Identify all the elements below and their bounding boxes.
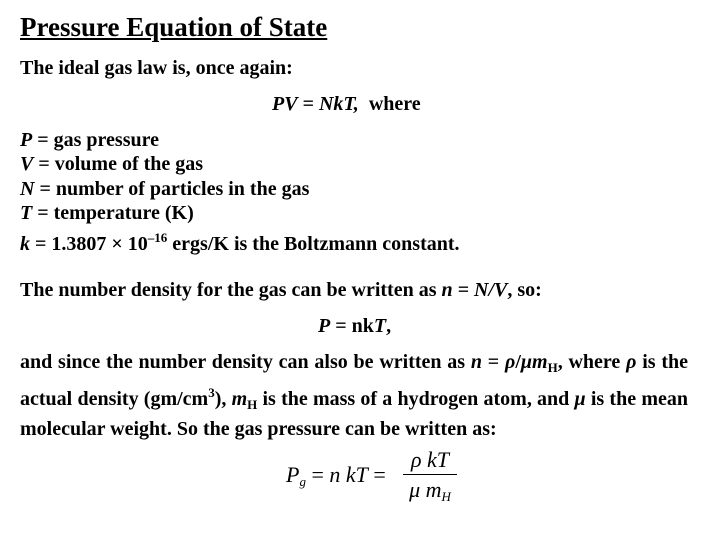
def-p-symbol: P	[20, 129, 33, 151]
formula-t: T	[355, 462, 368, 487]
pressure-equation	[318, 314, 391, 338]
formula-eq: =	[305, 462, 330, 487]
eq1-where: where	[358, 93, 421, 115]
number-density-text: The number density for the gas can be written as	[20, 279, 442, 301]
para-text-2: , where	[557, 351, 627, 373]
definition-p	[20, 128, 159, 152]
formula-numerator	[402, 446, 458, 474]
eq1-lhs: PV	[272, 93, 298, 115]
def-p-text: = gas pressure	[32, 129, 159, 151]
formula-fraction	[402, 446, 458, 512]
formula-g: g	[299, 474, 306, 489]
para-mu-m: μm	[520, 351, 548, 373]
para-rho: ρ	[505, 351, 516, 373]
eq2-t: T	[373, 315, 387, 337]
para-sup-3: 3	[208, 384, 215, 400]
number-density-expr: n = N/V	[441, 279, 508, 301]
formula-k: k	[345, 462, 356, 487]
para-n: n	[470, 351, 483, 373]
number-density-end: , so:	[507, 279, 542, 301]
formula-p: P	[286, 462, 300, 487]
para-rho-2: ρ	[626, 351, 637, 373]
definition-v	[20, 152, 203, 176]
def-t-symbol: T	[20, 202, 33, 224]
definition-t	[20, 201, 194, 225]
para-slash: /	[515, 351, 521, 373]
def-n-text: = number of particles in the gas	[34, 178, 310, 200]
para-text-4: ),	[214, 387, 232, 410]
para-text-5: is the mass of a hydrogen atom, and	[257, 387, 575, 410]
formula-den-mu: μ	[409, 477, 421, 502]
para-m: m	[231, 387, 248, 410]
def-v-text: = volume of the gas	[33, 153, 204, 175]
ideal-gas-equation	[272, 92, 421, 116]
gas-pressure-formula	[284, 446, 464, 510]
eq2-p: P	[318, 315, 331, 337]
para-eq: =	[482, 351, 505, 373]
formula-lhs	[286, 462, 386, 490]
formula-num-kt: kT	[421, 447, 450, 472]
def-t-text: = temperature (K)	[32, 202, 194, 224]
formula-den-m: m	[420, 477, 442, 502]
para-text-1: and since the number density can also be written as	[20, 351, 471, 373]
eq2-mid: = n	[330, 315, 363, 337]
formula-num-rho: ρ	[410, 447, 422, 472]
def-k-after: ergs/K is the Boltzmann constant.	[167, 233, 460, 255]
para-mu: μ	[574, 387, 586, 410]
para-text-6: is the mean molecular weight. So the gas pressure can be written as:	[20, 387, 688, 440]
eq1-equals: =	[297, 93, 319, 115]
formula-den-h: H	[441, 489, 451, 504]
eq2-k: k	[362, 315, 374, 337]
definition-n	[20, 177, 309, 201]
eq1-rhs: Nk	[318, 93, 344, 115]
formula-eq2: =	[367, 462, 386, 487]
def-v-symbol: V	[20, 153, 34, 175]
def-k-text: = 1.3807 × 10	[30, 233, 148, 255]
eq1-rhs-tail: T,	[343, 93, 359, 115]
number-density-line	[20, 278, 542, 302]
def-k-exponent: –16	[147, 230, 168, 245]
formula-denominator	[402, 475, 458, 512]
para-text-3: is the actual density (gm/cm	[20, 351, 688, 410]
para-sub-h-2: H	[247, 396, 258, 412]
def-n-symbol: N	[20, 178, 35, 200]
para-sub-h: H	[547, 360, 558, 375]
intro-text: The ideal gas law is, once again:	[20, 57, 293, 79]
eq2-comma: ,	[386, 315, 392, 337]
explanation-paragraph	[20, 350, 688, 442]
slide-title: Pressure Equation of State	[20, 12, 328, 42]
formula-n: n	[329, 462, 341, 487]
def-k-symbol: k	[20, 233, 30, 255]
definition-k	[20, 226, 460, 256]
